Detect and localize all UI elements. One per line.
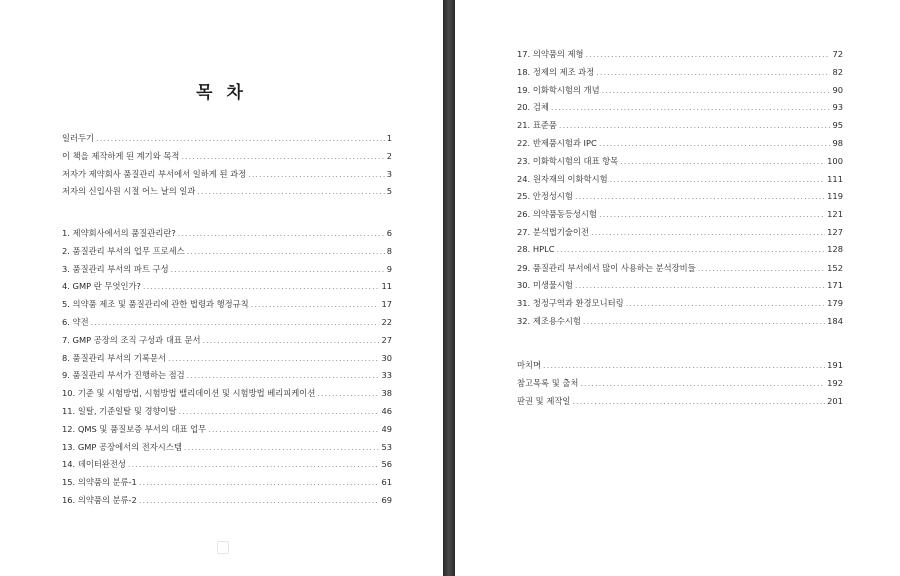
toc-entry-title: 16. 의약품의 분류-2 — [62, 494, 137, 505]
toc-entry-page: 9 — [386, 263, 392, 274]
toc-entry[interactable] — [517, 395, 843, 413]
toc-entry[interactable] — [517, 101, 843, 119]
toc-entry-page: 38 — [381, 388, 392, 399]
toc-entry-title: 1. 제약회사에서의 품질관리란? — [62, 228, 176, 238]
toc-entry[interactable] — [62, 476, 392, 494]
page-marker — [217, 541, 229, 554]
toc-entry-title: 26. 의약품동등성시험 — [517, 209, 597, 220]
toc-entry-page: 33 — [381, 370, 392, 381]
toc-entry[interactable] — [62, 132, 392, 150]
toc-entry[interactable] — [62, 441, 392, 459]
toc-entry-title: 7. GMP 공장의 조직 구성과 대표 문서 — [62, 334, 201, 345]
toc-chapter-list — [62, 227, 392, 512]
toc-entry-title: 5. 의약품 제조 및 품질관리에 관한 법령과 행정규칙 — [62, 299, 249, 310]
toc-entry-title: 10. 기준 및 시험방법, 시험방법 밸리데이션 및 시험방법 베리피케이션 — [62, 388, 316, 399]
toc-entry-title: 판권 및 제작일 — [517, 395, 571, 406]
toc-front-list — [62, 132, 392, 203]
toc-entry[interactable] — [62, 168, 392, 186]
toc-entry[interactable] — [62, 227, 392, 245]
toc-entry[interactable] — [62, 150, 392, 168]
toc-entry-title: 19. 이화학시험의 개념 — [517, 84, 600, 95]
toc-entry-title: 28. HPLC — [517, 243, 555, 254]
toc-entry-title: 11. 일탈, 기준일탈 및 경향이탈 — [62, 405, 177, 416]
toc-entry-title: 8. 품질관리 부서의 기록문서 — [62, 352, 166, 363]
toc-entry[interactable] — [62, 334, 392, 352]
toc-entry-title: 저자의 신입사원 시절 어느 날의 일과 — [62, 186, 196, 197]
toc-entry[interactable] — [517, 66, 843, 84]
toc-entry[interactable] — [62, 369, 392, 387]
toc-entry-page: 128 — [827, 243, 843, 254]
toc-entry-page: 152 — [827, 262, 843, 273]
toc-title: 목 차 — [196, 83, 247, 103]
toc-entry-page: 201 — [827, 395, 843, 406]
toc-entry-title: 13. GMP 공장에서의 전자시스템 — [62, 441, 182, 452]
toc-entry-title: 31. 청정구역과 환경모니터링 — [517, 298, 624, 309]
toc-entry-page: 119 — [827, 191, 843, 202]
toc-back-list — [517, 359, 843, 412]
toc-entry-page: 111 — [827, 173, 843, 184]
toc-entry-title: 27. 분석법기술이전 — [517, 226, 589, 237]
toc-entry-page: 49 — [381, 423, 392, 434]
toc-entry[interactable] — [517, 377, 843, 395]
toc-entry-page: 11 — [381, 281, 392, 292]
toc-entry-page: 5 — [386, 186, 392, 197]
toc-entry-page: 95 — [832, 120, 843, 131]
toc-entry-page: 22 — [381, 316, 392, 327]
toc-entry-title: 25. 안정성시험 — [517, 191, 573, 202]
toc-entry-title: 일러두기 — [62, 133, 95, 143]
right-page — [455, 0, 900, 576]
toc-entry[interactable] — [517, 190, 843, 208]
toc-entry[interactable] — [62, 458, 392, 476]
toc-entry-page: 90 — [832, 84, 843, 95]
toc-entry-page: 93 — [832, 102, 843, 113]
toc-entry-page: 98 — [832, 137, 843, 148]
toc-entry-page: 179 — [827, 298, 843, 309]
toc-entry[interactable] — [62, 298, 392, 316]
toc-entry[interactable] — [517, 262, 843, 280]
toc-entry[interactable] — [62, 387, 392, 405]
toc-entry-title: 참고목록 및 출처 — [517, 377, 579, 388]
toc-entry[interactable] — [62, 352, 392, 370]
toc-entry[interactable] — [517, 297, 843, 315]
toc-entry-page: 191 — [827, 360, 843, 370]
toc-entry-page: 17 — [381, 299, 392, 310]
toc-entry[interactable] — [517, 155, 843, 173]
toc-entry[interactable] — [62, 423, 392, 441]
toc-entry-title: 3. 품질관리 부서의 파트 구성 — [62, 263, 169, 274]
toc-chapter-list-continued — [517, 48, 843, 333]
toc-entry-title: 4. GMP 란 무엇인가? — [62, 281, 141, 292]
toc-entry-title: 22. 반제품시험과 IPC — [517, 137, 597, 148]
toc-entry-title: 14. 데이터완전성 — [62, 459, 126, 470]
toc-entry-page: 56 — [381, 459, 392, 470]
toc-entry[interactable] — [62, 245, 392, 263]
toc-entry[interactable] — [517, 315, 843, 333]
toc-entry[interactable] — [62, 316, 392, 334]
toc-entry-title: 12. QMS 및 품질보증 부서의 대표 업무 — [62, 423, 207, 434]
toc-entry-page: 127 — [827, 226, 843, 237]
toc-entry-page: 2 — [386, 150, 392, 161]
toc-entry-title: 6. 약전 — [62, 316, 89, 327]
toc-entry[interactable] — [62, 185, 392, 203]
toc-entry-title: 2. 품질관리 부서의 업무 프로세스 — [62, 245, 185, 256]
toc-entry-page: 6 — [386, 228, 392, 238]
toc-entry-title: 29. 품질관리 부서에서 많이 사용하는 분석장비들 — [517, 262, 696, 273]
toc-entry-page: 30 — [381, 352, 392, 363]
toc-entry[interactable] — [62, 280, 392, 298]
toc-entry[interactable] — [517, 137, 843, 155]
toc-entry-page: 171 — [827, 280, 843, 291]
toc-entry-page: 100 — [827, 155, 843, 166]
toc-entry-title: 18. 정제의 제조 과정 — [517, 66, 595, 77]
toc-entry-title: 32. 제조용수시험 — [517, 315, 581, 326]
toc-entry-title: 21. 표준품 — [517, 120, 557, 131]
toc-entry[interactable] — [517, 359, 843, 377]
toc-entry-title: 30. 미생물시험 — [517, 280, 573, 291]
toc-entry-page: 72 — [832, 49, 843, 59]
left-page — [0, 0, 443, 576]
toc-entry-page: 27 — [381, 334, 392, 345]
toc-entry-page: 1 — [386, 133, 392, 143]
toc-entry-title: 9. 품질관리 부서가 진행하는 점검 — [62, 370, 185, 381]
toc-entry-page: 53 — [381, 441, 392, 452]
toc-entry-page: 82 — [832, 66, 843, 77]
toc-entry-page: 192 — [827, 377, 843, 388]
toc-entry-page: 69 — [381, 494, 392, 505]
toc-entry-title: 마치며 — [517, 360, 542, 370]
toc-entry[interactable] — [517, 48, 843, 66]
toc-entry-title: 24. 원자재의 이화학시험 — [517, 173, 608, 184]
toc-entry-title: 15. 의약품의 분류-1 — [62, 477, 137, 488]
toc-entry-title: 23. 이화학시험의 대표 항목 — [517, 155, 619, 166]
toc-entry[interactable] — [517, 226, 843, 244]
toc-entry-title: 17. 의약품의 제형 — [517, 49, 584, 59]
toc-entry-page: 121 — [827, 209, 843, 220]
toc-entry-page: 8 — [386, 245, 392, 256]
toc-entry-page: 184 — [827, 315, 843, 326]
toc-entry[interactable] — [517, 244, 843, 262]
toc-entry[interactable] — [517, 208, 843, 226]
toc-entry[interactable] — [517, 119, 843, 137]
toc-entry[interactable] — [62, 494, 392, 512]
toc-entry-page: 3 — [386, 168, 392, 179]
toc-entry[interactable] — [517, 173, 843, 191]
toc-entry[interactable] — [517, 279, 843, 297]
toc-entry-title: 이 책을 제작하게 된 계기와 목적 — [62, 150, 180, 161]
toc-entry-page: 61 — [381, 477, 392, 488]
book-gutter — [443, 0, 455, 576]
toc-entry-title: 저자가 제약회사 품질관리 부서에서 일하게 된 과정 — [62, 168, 247, 179]
toc-entry-title: 20. 검체 — [517, 102, 549, 113]
toc-entry[interactable] — [517, 84, 843, 102]
toc-entry[interactable] — [62, 405, 392, 423]
toc-entry-page: 46 — [381, 405, 392, 416]
toc-entry[interactable] — [62, 263, 392, 281]
